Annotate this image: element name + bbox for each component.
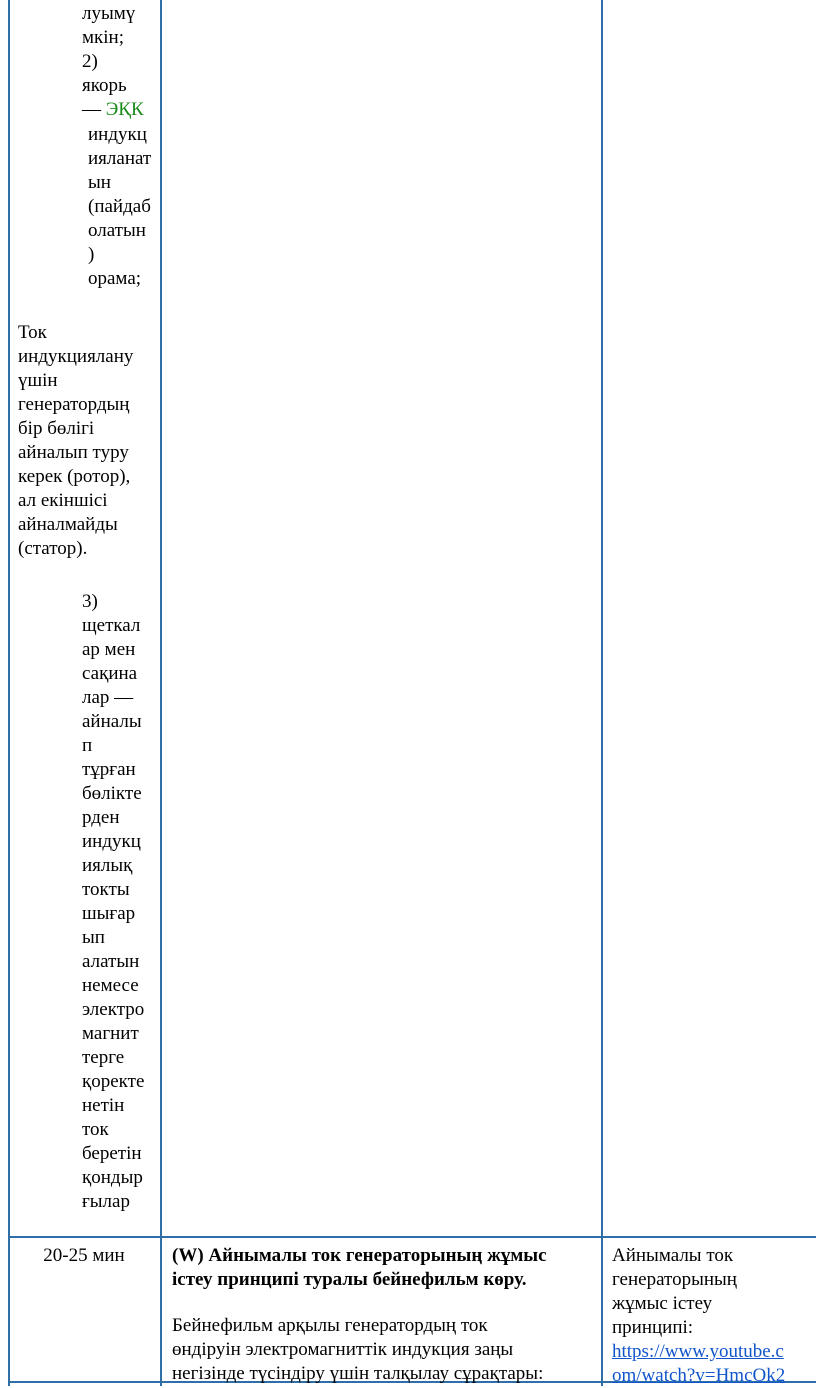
table-row-divider — [8, 1236, 816, 1238]
task-description: Бейнефильм арқылы генератордың ток өндіруін электромагниттік индукция заңы негізінде түсіндіру үшін талқылау сұрақтары: — [172, 1315, 544, 1384]
rotor-stator-paragraph: Ток индукциялану үшін генератордың бір бөлігі айналып туру керек (ротор), ал екіншісі айналмайды (статор). — [18, 322, 134, 559]
list-item-2-start: луымү мкін; 2) якорь — ЭҚК — [82, 2, 162, 122]
emf-abbrev: ЭҚК — [105, 99, 144, 120]
emf-line: — ЭҚК — [82, 99, 144, 120]
list-item-3: 3) щеткал ар мен сақина лар — айналы п тұрған бөлікте рден индукц иялық токты шығар ып алатын немесе электро магнит терге қоректе нетін ток беретін қондыр ғылар — [82, 591, 145, 1212]
youtube-link[interactable]: https://www.youtube.c om/watch?v=HmcOk2 — [612, 1341, 786, 1386]
resource-cell: Айнымалы ток генераторының жұмыс істеу принципі: https://www.youtube.c om/watch?v=HmcOk2 — [612, 1244, 816, 1388]
table-border-left — [8, 0, 10, 1386]
task-heading: (W) Айнымалы ток генераторының жұмыс істеу принципі туралы бейнефильм көру. — [172, 1245, 547, 1290]
table-border-col2 — [601, 0, 603, 1386]
time-cell: 20-25 мин — [43, 1245, 125, 1266]
list-item-2-continued: индукц ияланат ын (пайдаб олатын ) орама; — [88, 124, 152, 289]
